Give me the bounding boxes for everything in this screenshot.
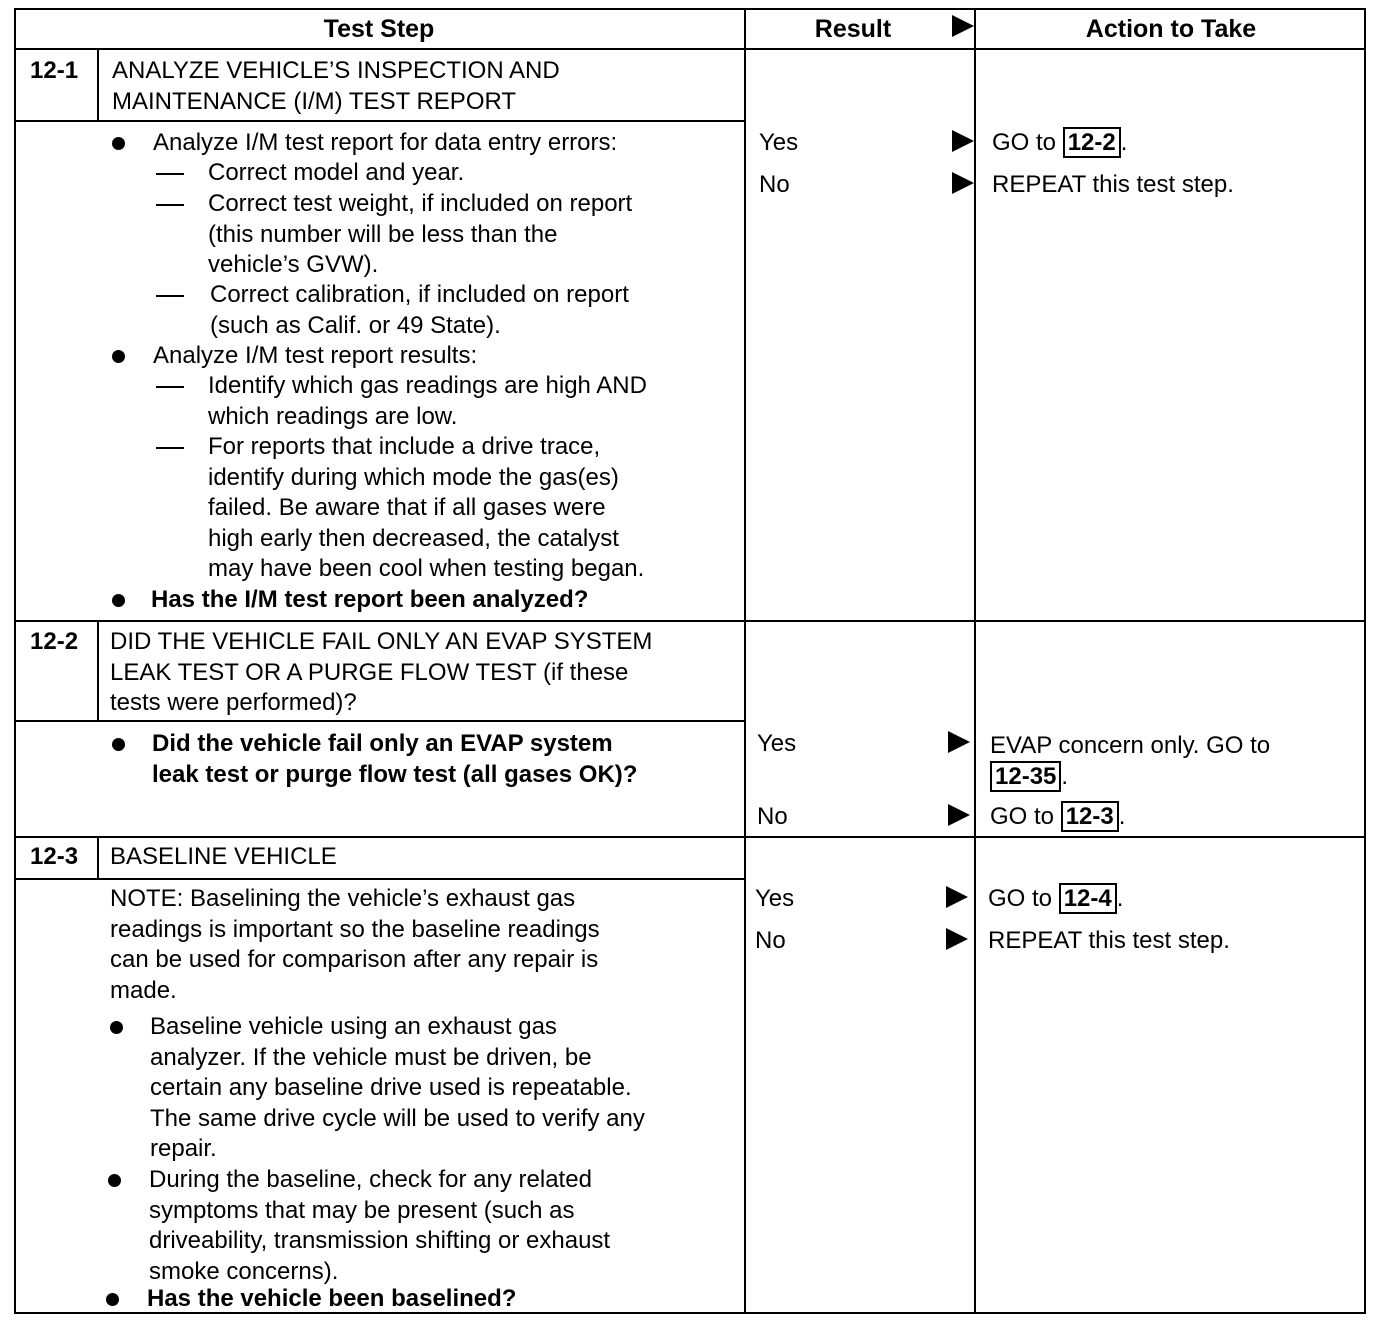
step-number: 12-2 bbox=[30, 628, 79, 655]
bullet-icon bbox=[112, 594, 125, 607]
result-arrow-icon bbox=[952, 172, 974, 194]
header-result: Result bbox=[814, 15, 892, 43]
dash-icon bbox=[156, 173, 184, 175]
step-number: 12-1 bbox=[30, 57, 79, 84]
step-note: NOTE: Baselining the vehicle’s exhaust gas readings is important so the baseline readings can be used for comparison after any repair is made. bbox=[110, 885, 600, 1004]
sub-item-text: Correct model and year. bbox=[208, 159, 465, 186]
bullet-icon bbox=[112, 738, 125, 751]
step-title: ANALYZE VEHICLE’S INSPECTION AND MAINTENANCE (I/M) TEST REPORT bbox=[112, 57, 560, 115]
bullet-text: Baseline vehicle using an exhaust gas analyzer. If the vehicle must be driven, be certain any baseline drive used is repeatable. The same drive cycle will be used to verify any repair. bbox=[150, 1013, 645, 1162]
result-yes: Yes bbox=[757, 730, 797, 757]
bullet-icon bbox=[112, 350, 125, 363]
header-action: Action to Take bbox=[1085, 15, 1257, 43]
result-arrow-icon bbox=[948, 731, 970, 753]
step-reference[interactable]: 12-35 bbox=[990, 761, 1061, 792]
action-text: GO to 12-2 . bbox=[992, 129, 1128, 156]
step-number-divider bbox=[97, 48, 99, 120]
action-text: EVAP concern only. GO to 12-35 . bbox=[990, 732, 1271, 790]
column-divider-result bbox=[744, 8, 746, 1314]
step-number-divider bbox=[97, 836, 99, 878]
result-yes: Yes bbox=[759, 129, 799, 156]
column-divider-action bbox=[974, 8, 976, 1314]
result-arrow-icon bbox=[952, 130, 974, 152]
action-text: GO to 12-3 . bbox=[990, 803, 1126, 830]
result-no: No bbox=[755, 927, 786, 954]
step-reference[interactable]: 12-3 bbox=[1061, 801, 1119, 832]
bullet-text: Analyze I/M test report results: bbox=[153, 342, 478, 369]
action-text: GO to 12-4 . bbox=[988, 885, 1124, 912]
title-divider bbox=[14, 720, 744, 722]
step-number-divider bbox=[97, 620, 99, 720]
result-arrow-icon bbox=[946, 928, 968, 950]
step-title: DID THE VEHICLE FAIL ONLY AN EVAP SYSTEM LEAK TEST OR A PURGE FLOW TEST (if these tests were performed)? bbox=[110, 628, 653, 716]
dash-icon bbox=[156, 204, 184, 206]
bullet-icon bbox=[108, 1174, 121, 1187]
step-reference[interactable]: 12-2 bbox=[1063, 127, 1121, 158]
result-arrow-icon bbox=[946, 886, 968, 908]
dash-icon bbox=[156, 295, 184, 297]
step-question: Did the vehicle fail only an EVAP system leak test or purge flow test (all gases OK)? bbox=[152, 730, 638, 788]
title-divider bbox=[14, 120, 744, 122]
header-arrow-icon bbox=[952, 15, 974, 37]
sub-item-text: Identify which gas readings are high AND which readings are low. bbox=[208, 372, 647, 430]
result-no: No bbox=[759, 171, 790, 198]
dash-icon bbox=[156, 386, 184, 388]
header-test-step: Test Step bbox=[323, 15, 435, 43]
action-text: REPEAT this test step. bbox=[992, 171, 1234, 198]
result-no: No bbox=[757, 803, 788, 830]
row-divider bbox=[14, 836, 1366, 838]
header-divider bbox=[14, 48, 1366, 50]
dash-icon bbox=[156, 447, 184, 449]
sub-item-text: For reports that include a drive trace, identify during which mode the gas(es) failed. Be aware that if all gases were high early then decreased, the catalyst may have been cool when testing began. bbox=[208, 433, 645, 582]
sub-item-text: Correct calibration, if included on report (such as Calif. or 49 State). bbox=[210, 281, 629, 339]
step-title: BASELINE VEHICLE bbox=[110, 843, 337, 870]
sub-item-text: Correct test weight, if included on report (this number will be less than the vehicle’s GVW). bbox=[208, 190, 633, 278]
bullet-icon bbox=[110, 1021, 123, 1034]
result-yes: Yes bbox=[755, 885, 795, 912]
row-divider bbox=[14, 620, 1366, 622]
step-number: 12-3 bbox=[30, 843, 79, 870]
bullet-icon bbox=[106, 1293, 119, 1306]
step-reference[interactable]: 12-4 bbox=[1059, 883, 1117, 914]
step-question: Has the I/M test report been analyzed? bbox=[151, 586, 589, 613]
title-divider bbox=[14, 878, 744, 880]
bullet-icon bbox=[112, 137, 125, 150]
step-question: Has the vehicle been baselined? bbox=[147, 1285, 517, 1312]
action-text: REPEAT this test step. bbox=[988, 927, 1230, 954]
result-arrow-icon bbox=[948, 804, 970, 826]
bullet-text: Analyze I/M test report for data entry errors: bbox=[153, 129, 618, 156]
bullet-text: During the baseline, check for any related symptoms that may be present (such as driveability, transmission shifting or exhaust smoke concerns). bbox=[149, 1166, 611, 1285]
